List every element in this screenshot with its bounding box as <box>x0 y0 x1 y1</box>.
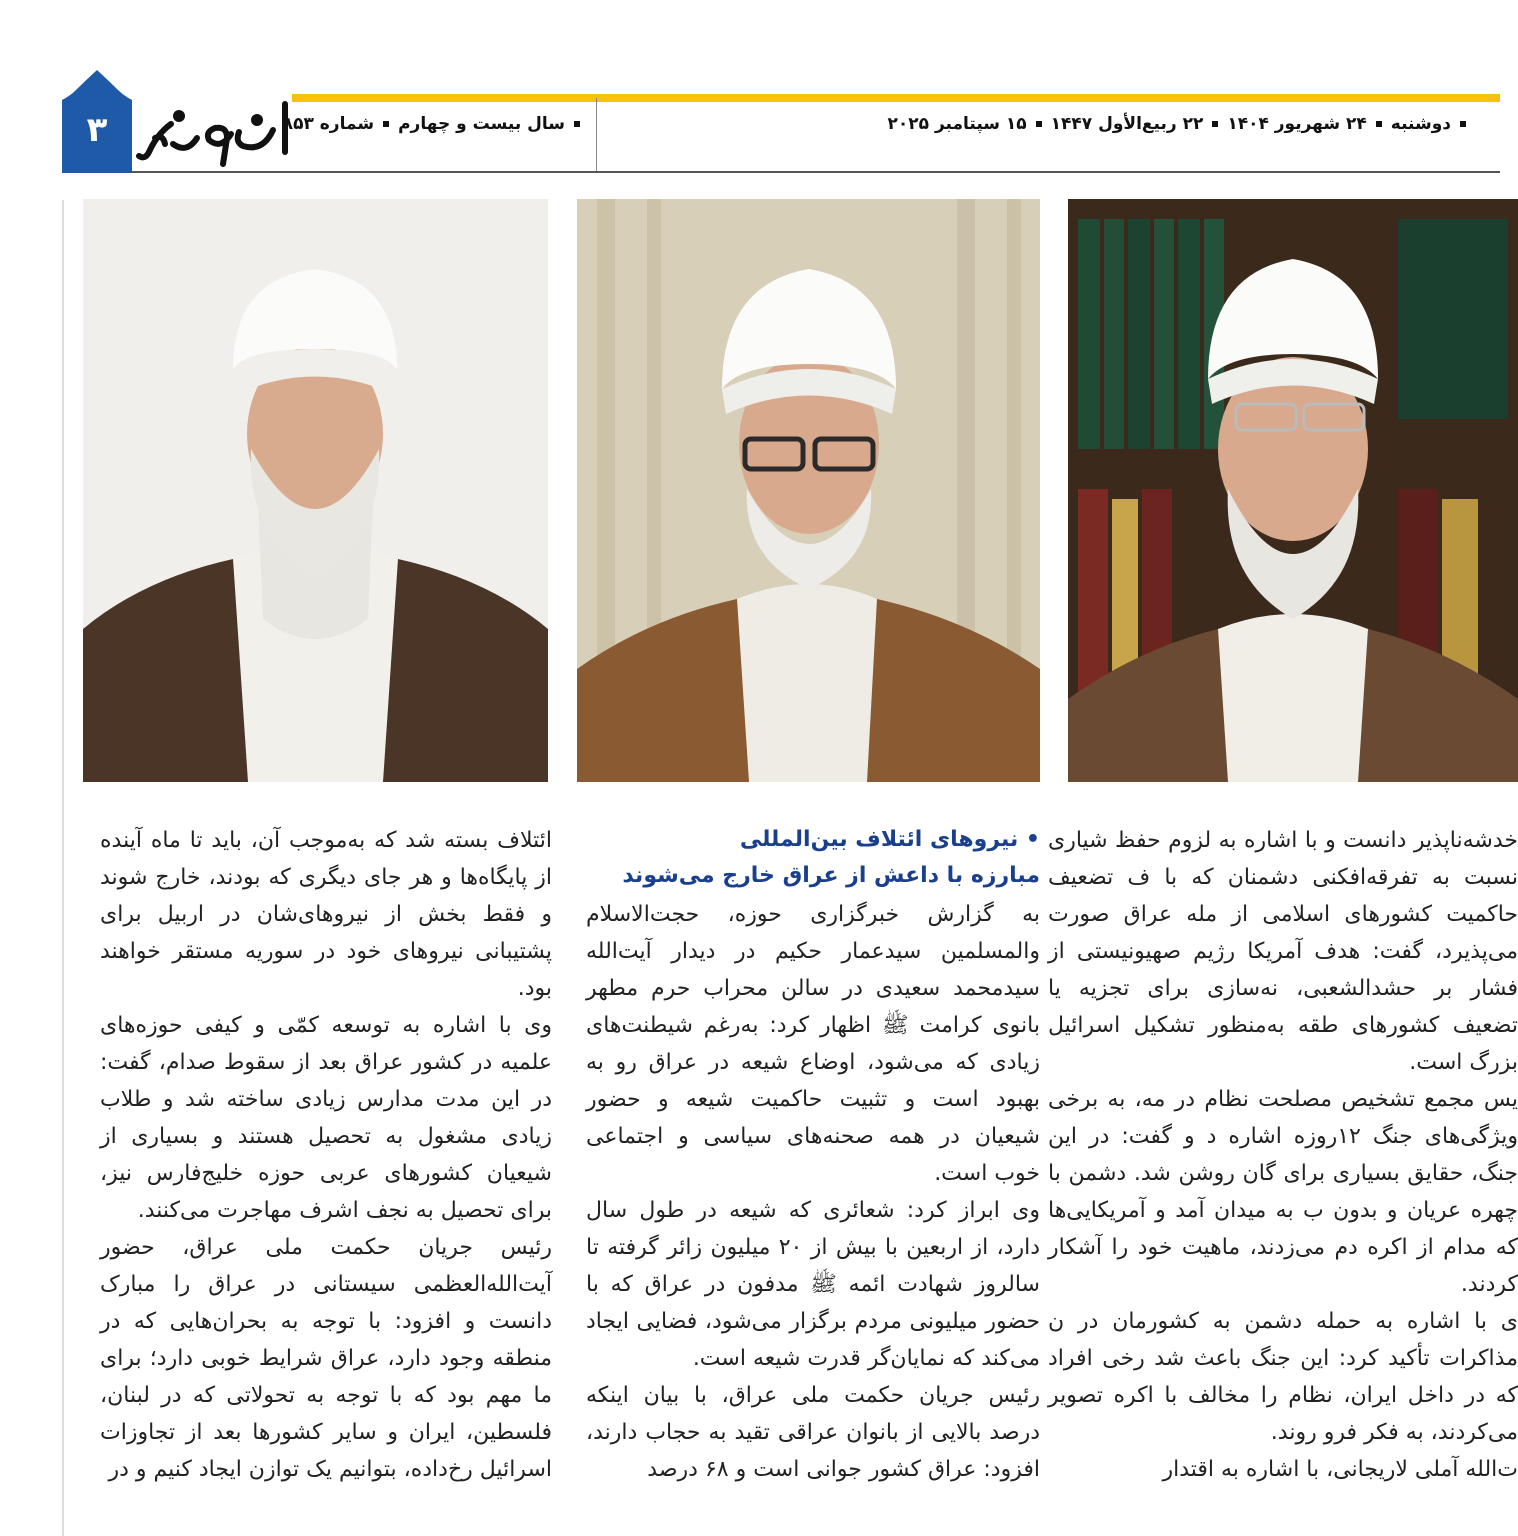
paragraph: رئیس جریان حکمت ملی عراق، با بیان اینکه درصد بالایی از بانوان عراقی تقید به حجاب دارند، افزود: عراق کشور جوانی است و ۶۸ درصد <box>586 1383 1040 1482</box>
paragraph: رئیس جریان حکمت ملی عراق، حضور آیت‌الله‌العظمی سیستانی در عراق را مبارک دانست و افزود: با توجه به بحران‌هایی که در منطقه وجود دارد، عراق شرایط خوبی دارد؛ برای ما مهم بود که با توجه به تحولاتی که در لبنان، فلسطین، ایران و سایر کشورها بعد از تجاوزات اسرائیل رخ‌داده، بتوانیم یک توازن ایجاد کنیم و در <box>100 1235 552 1482</box>
article-column-middle <box>586 822 1040 1488</box>
bullet-square <box>1376 121 1382 127</box>
article-body <box>586 896 1040 1488</box>
paragraph: وی با اشاره به توسعه کمّی و کیفی حوزه‌های علمیه در کشور عراق بعد از سقوط صدام، گفت: در این مدت مدارس زیادی ساخته شد و طلاب زیادی مشغول به تحصیل هستند و بسیاری از شیعیان کشورهای عربی حوزه خلیج‌فارس نیز، برای تحصیل به نجف اشرف مهاجرت می‌کنند. <box>100 1013 552 1223</box>
headline-bullet: • <box>1018 827 1040 852</box>
issue-line <box>282 114 589 134</box>
paragraph: وی ابراز کرد: شعائری که شیعه در طول سال دارد، از اربعین با بیش از ۲۰ میلیون زائر گرفته تا سالروز شهادت ائمه ﷺ مدفون در عراق که با حضور میلیونی مردم برگزار می‌شود، فضایی ایجاد می‌کند که نمایان‌گر قدرت شیعه است. <box>586 1198 1040 1371</box>
date-line <box>887 114 1475 134</box>
paragraph: ت‌الله آملی لاریجانی، با اشاره به اقتدار <box>1162 1457 1518 1482</box>
photo-cleric-left <box>83 199 548 782</box>
bullet-square <box>1036 121 1042 127</box>
bullet-square <box>383 121 389 127</box>
photo-cleric-middle <box>577 199 1040 782</box>
photo-cleric-right <box>1068 199 1518 782</box>
gregorian-date: ۱۵ سپتامبر ۲۰۲۵ <box>887 114 1027 134</box>
volume-year: سال بیست و چهارم <box>398 114 565 134</box>
article-column-left <box>100 822 552 1488</box>
page-margin-rule <box>62 200 64 1536</box>
bullet-square <box>574 121 580 127</box>
paragraph: خدشه‌ناپذیر دانست و با اشاره به لزوم حفظ شیاری نسبت به تفرقه‌افکنی دشمنان که با ف تضعیف حاکمیت کشورهای اسلامی از مله عراق صورت می‌پذیرد، گفت: هدف آمریکا رژیم صهیونیستی از فشار بر حشدالشعبی، نه‌سازی برای تجزیه یا تضعیف کشورهای طقه به‌منظور تشکیل اسرائیل بزرگ است. <box>1048 828 1518 1075</box>
header-accent-bar <box>292 94 1500 102</box>
article-headline <box>586 822 1040 894</box>
issue-number: شماره ۸۵۳ <box>282 114 375 134</box>
persian-date: ۲۴ شهریور ۱۴۰۴ <box>1227 114 1367 134</box>
logo-calligraphy <box>135 94 295 174</box>
portrait-image <box>83 199 548 782</box>
headline-line-2: مبارزه با داعش از عراق خارج می‌شوند <box>622 863 1040 888</box>
header-divider <box>596 98 597 172</box>
weekday: دوشنبه <box>1390 114 1451 134</box>
portrait-image <box>577 199 1040 782</box>
masthead-logo <box>135 94 295 174</box>
paragraph: ی با اشاره به حمله دشمن به کشورمان در ن مذاکرات تأکید کرد: این جنگ باعث شد رخی افراد که در داخل ایران، نظام را مخالف با اکره تصویر می‌کردند، به فکر فرو روند. <box>1048 1309 1518 1445</box>
bullet-square <box>1212 121 1218 127</box>
portrait-image <box>1068 199 1518 782</box>
paragraph: یس مجمع تشخیص مصلحت نظام در مه، به برخی ویژگی‌های جنگ ۱۲روزه اشاره د و گفت: در این جنگ، حقایق بسیاری برای گان روشن شد. دشمن با چهره عریان و بدون ب به میدان آمد و آمریکایی‌ها که مدام از اکره دم می‌زدند، ماهیت خود را آشکار کردند. <box>1048 1087 1518 1297</box>
bullet-square <box>1460 121 1466 127</box>
paragraph: به گزارش خبرگزاری حوزه، حجت‌الاسلام والمسلمین سیدعمار حکیم در دیدار آیت‌الله سیدمحمد سعیدی در سالن محراب حرم مطهر بانوی کرامت ﷺ اظهار کرد: به‌رغم شیطنت‌های زیادی که می‌شود، اوضاع شیعه در عراق رو به بهبود است و تثبیت حاکمیت شیعه و حضور شیعیان در همه صحنه‌های سیاسی و اجتماعی خوب است. <box>586 902 1040 1186</box>
paragraph: ائتلاف بسته شد که به‌موجب آن، باید تا ماه آینده از پایگاه‌ها و هر جای دیگری که بودند، خارج شوند و فقط بخش از نیروهای‌شان در اربیل برای پشتیبانی نیروهای خود در سوریه مستقر خواهند بود. <box>100 828 552 1001</box>
headline-line-1: نیروهای ائتلاف بین‌المللی <box>739 827 1019 852</box>
hijri-date: ۲۲ ربیع‌الأول ۱۴۴۷ <box>1050 114 1204 134</box>
article-column-right <box>1048 822 1518 1536</box>
page-number: ۳ <box>86 110 108 150</box>
